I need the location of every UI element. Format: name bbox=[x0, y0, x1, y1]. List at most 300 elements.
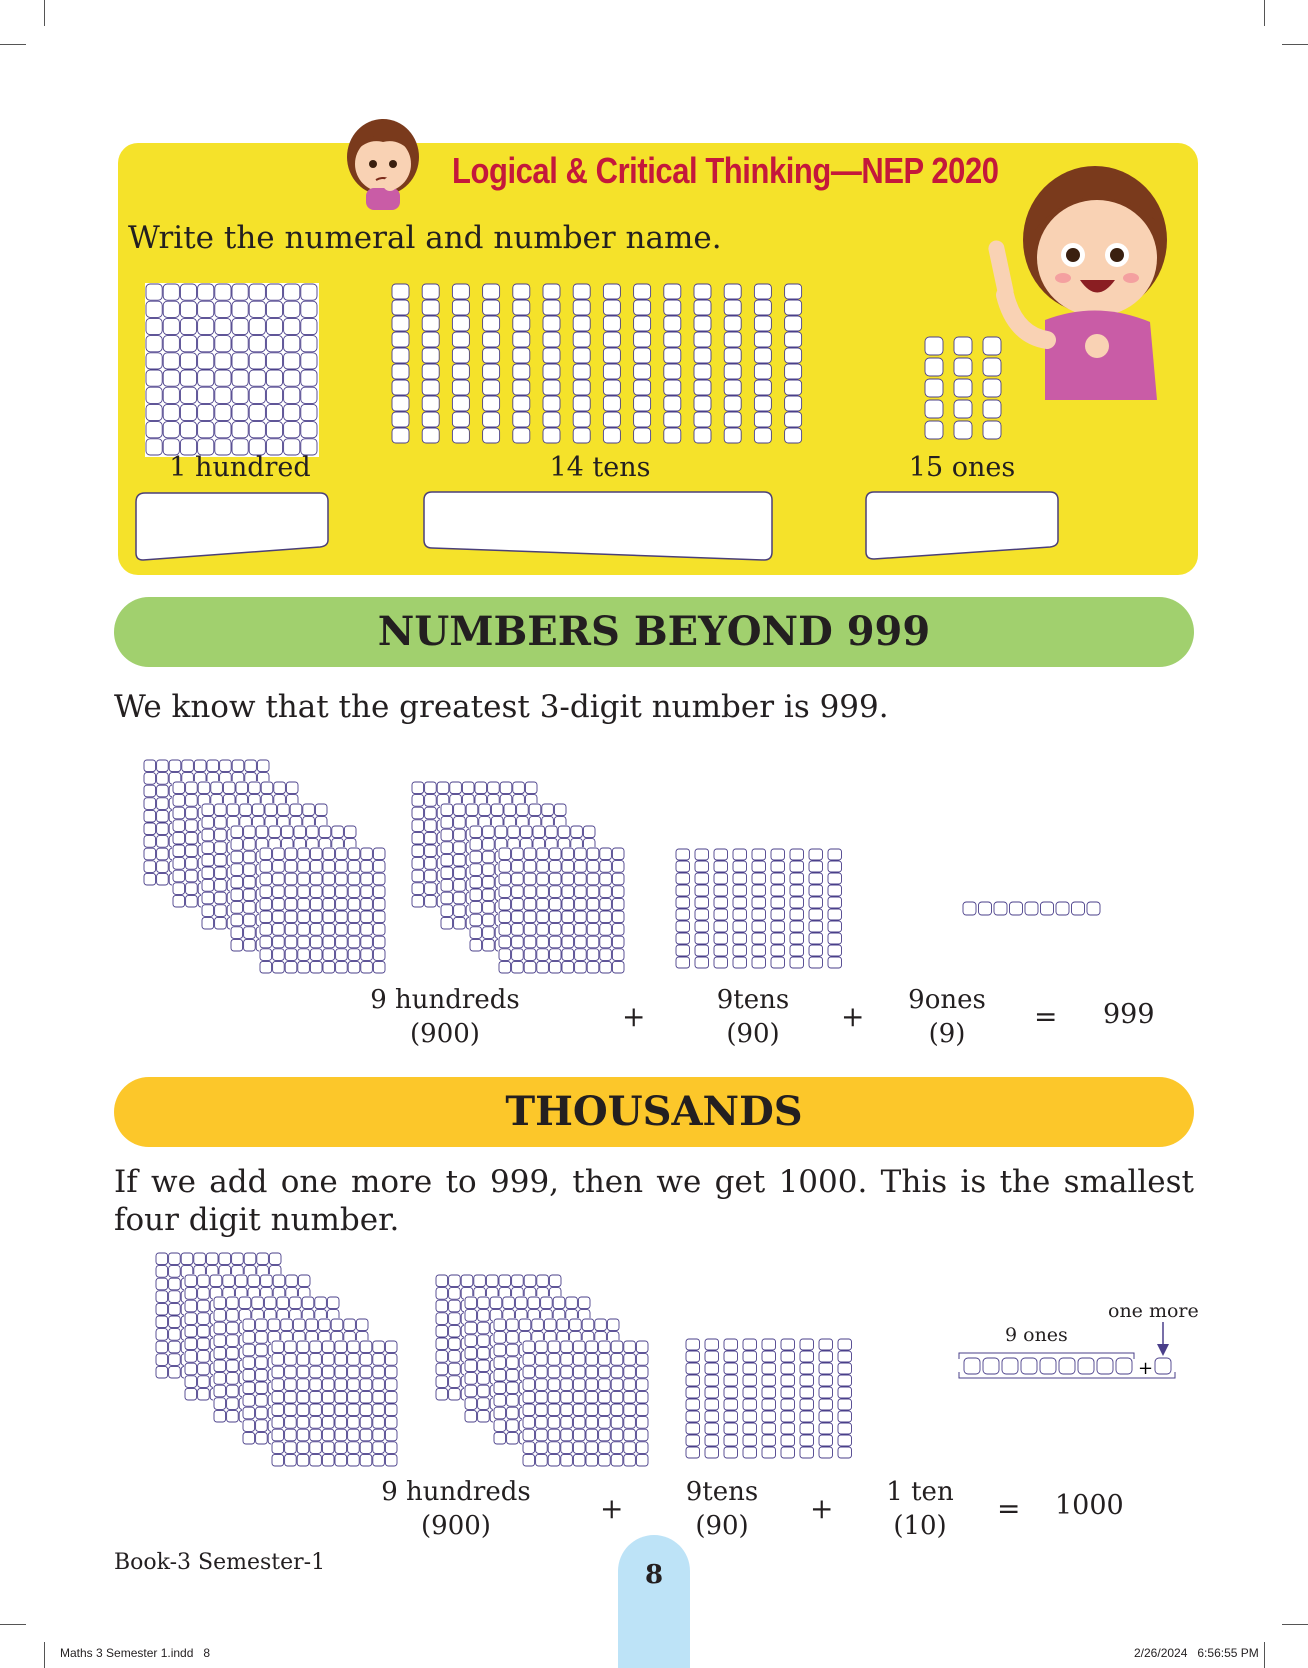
unit-cube bbox=[636, 1417, 648, 1429]
unit-cube bbox=[322, 1429, 334, 1441]
unit-cube bbox=[335, 1417, 347, 1429]
one-more-arrow bbox=[1156, 1322, 1170, 1356]
unit-cube bbox=[181, 1253, 193, 1265]
unit-cube bbox=[268, 1319, 280, 1331]
unit-cube bbox=[169, 1316, 181, 1328]
unit-cube bbox=[310, 1379, 322, 1391]
unit-cube bbox=[385, 1404, 397, 1416]
unit-cube bbox=[285, 1454, 297, 1466]
unit-cube bbox=[503, 1297, 515, 1309]
unit-cube bbox=[360, 1442, 372, 1454]
unit-cube bbox=[373, 1404, 385, 1416]
unit-cube bbox=[198, 1376, 210, 1388]
unit-cube bbox=[256, 1407, 268, 1419]
unit-cube bbox=[194, 1253, 206, 1265]
unit-cube bbox=[232, 1253, 244, 1265]
slug-date: 2/26/2024 6:56:55 PM bbox=[1134, 1646, 1259, 1660]
unit-cube bbox=[494, 1319, 506, 1331]
unit-cube bbox=[214, 1373, 226, 1385]
unit-cube bbox=[156, 1354, 168, 1366]
unit-cube bbox=[297, 1366, 309, 1378]
hundred-flat bbox=[522, 1340, 650, 1468]
unit-cube bbox=[310, 1454, 322, 1466]
unit-cube bbox=[227, 1347, 239, 1359]
unit-cube bbox=[494, 1395, 506, 1407]
unit-cube bbox=[478, 1310, 490, 1322]
unit-cube bbox=[705, 1435, 719, 1446]
unit-cube bbox=[310, 1417, 322, 1429]
unit-cube bbox=[269, 1253, 281, 1265]
unit-cube bbox=[819, 1447, 833, 1458]
unit-cube bbox=[256, 1432, 268, 1444]
unit-cube bbox=[523, 1391, 535, 1403]
unit-cube bbox=[819, 1411, 833, 1422]
slug-file: Maths 3 Semester 1.indd 8 bbox=[60, 1646, 211, 1660]
unit-cube bbox=[624, 1429, 636, 1441]
unit-cube bbox=[360, 1354, 372, 1366]
unit-cube bbox=[449, 1351, 461, 1363]
unit-cube bbox=[214, 1297, 226, 1309]
section-banner-thousands: THOUSANDS bbox=[114, 1077, 1194, 1147]
unit-cube bbox=[781, 1411, 795, 1422]
unit-cube bbox=[310, 1366, 322, 1378]
unit-cube bbox=[1097, 1358, 1113, 1374]
unit-cube bbox=[297, 1442, 309, 1454]
unit-cube bbox=[385, 1341, 397, 1353]
unit-cube bbox=[686, 1399, 700, 1410]
unit-cube bbox=[561, 1404, 573, 1416]
unit-cube bbox=[297, 1354, 309, 1366]
unit-cube bbox=[586, 1454, 598, 1466]
unit-cube bbox=[1155, 1358, 1171, 1374]
unit-cube bbox=[499, 1275, 511, 1287]
unit-cube bbox=[611, 1404, 623, 1416]
label-one-more: one more bbox=[1108, 1300, 1199, 1322]
s2-term2 bbox=[662, 1475, 782, 1543]
unit-cube bbox=[373, 1454, 385, 1466]
unit-cube bbox=[156, 1341, 168, 1353]
unit-cube bbox=[272, 1454, 284, 1466]
unit-cube bbox=[281, 1319, 293, 1331]
unit-cube bbox=[465, 1347, 477, 1359]
unit-cube bbox=[436, 1288, 448, 1300]
unit-cube bbox=[743, 1363, 757, 1374]
unit-cube bbox=[611, 1354, 623, 1366]
unit-cube bbox=[322, 1391, 334, 1403]
unit-cube bbox=[743, 1447, 757, 1458]
unit-cube bbox=[285, 1429, 297, 1441]
s1-term2-value: (90) bbox=[726, 1019, 780, 1049]
unit-cube bbox=[461, 1275, 473, 1287]
unit-cube bbox=[290, 1297, 302, 1309]
unit-cube bbox=[983, 1358, 999, 1374]
unit-cube bbox=[636, 1379, 648, 1391]
unit-cube bbox=[465, 1297, 477, 1309]
unit-cube bbox=[272, 1354, 284, 1366]
section2-text: If we add one more to 999, then we get 1000. This is the smallest four digit number. bbox=[114, 1164, 1194, 1238]
unit-cube bbox=[486, 1275, 498, 1287]
unit-cube bbox=[507, 1395, 519, 1407]
unit-cube bbox=[743, 1375, 757, 1386]
unit-cube bbox=[686, 1447, 700, 1458]
s2-result: 1000 bbox=[1055, 1490, 1124, 1521]
unit-cube bbox=[686, 1411, 700, 1422]
unit-cube bbox=[743, 1423, 757, 1434]
unit-cube bbox=[524, 1275, 536, 1287]
unit-cube bbox=[327, 1297, 339, 1309]
unit-cube bbox=[548, 1442, 560, 1454]
unit-cube bbox=[724, 1375, 738, 1386]
unit-cube bbox=[322, 1341, 334, 1353]
unit-cube bbox=[373, 1354, 385, 1366]
unit-cube bbox=[436, 1338, 448, 1350]
unit-cube bbox=[599, 1454, 611, 1466]
unit-cube bbox=[385, 1429, 397, 1441]
unit-cube bbox=[578, 1297, 590, 1309]
unit-cube bbox=[573, 1391, 585, 1403]
unit-cube bbox=[800, 1351, 814, 1362]
s1-plus-1: + bbox=[622, 1000, 646, 1033]
unit-cube bbox=[169, 1329, 181, 1341]
unit-cube bbox=[561, 1366, 573, 1378]
unit-cube bbox=[494, 1369, 506, 1381]
unit-cube bbox=[244, 1253, 256, 1265]
unit-cube bbox=[322, 1454, 334, 1466]
unit-cube bbox=[436, 1363, 448, 1375]
unit-cube bbox=[436, 1376, 448, 1388]
unit-cube bbox=[185, 1275, 197, 1287]
unit-cube bbox=[310, 1404, 322, 1416]
unit-cube bbox=[548, 1404, 560, 1416]
unit-cube bbox=[686, 1387, 700, 1398]
unit-cube bbox=[198, 1363, 210, 1375]
unit-cube bbox=[436, 1325, 448, 1337]
s1-term3-value: (9) bbox=[928, 1019, 966, 1049]
unit-cube bbox=[306, 1319, 318, 1331]
unit-cube bbox=[705, 1447, 719, 1458]
unit-cube bbox=[227, 1310, 239, 1322]
unit-cube bbox=[310, 1442, 322, 1454]
unit-cube bbox=[214, 1347, 226, 1359]
unit-cube bbox=[507, 1332, 519, 1344]
unit-cube bbox=[465, 1398, 477, 1410]
unit-cube bbox=[536, 1429, 548, 1441]
unit-cube bbox=[523, 1429, 535, 1441]
unit-cube bbox=[297, 1417, 309, 1429]
unit-cube bbox=[272, 1404, 284, 1416]
unit-cube bbox=[573, 1404, 585, 1416]
s2-equals: = bbox=[997, 1492, 1021, 1525]
unit-cube bbox=[549, 1275, 561, 1287]
unit-cube bbox=[185, 1363, 197, 1375]
unit-cube bbox=[319, 1319, 331, 1331]
unit-cube bbox=[348, 1366, 360, 1378]
unit-cube bbox=[360, 1429, 372, 1441]
unit-cube bbox=[286, 1275, 298, 1287]
unit-cube bbox=[297, 1454, 309, 1466]
unit-cube bbox=[573, 1442, 585, 1454]
unit-cube bbox=[322, 1417, 334, 1429]
unit-cube bbox=[599, 1442, 611, 1454]
unit-cube bbox=[762, 1339, 776, 1350]
ten-rod bbox=[724, 1339, 738, 1458]
unit-cube bbox=[465, 1322, 477, 1334]
s2-term3-name: 1 ten bbox=[886, 1477, 954, 1507]
unit-cube bbox=[219, 1253, 231, 1265]
unit-cube bbox=[373, 1417, 385, 1429]
unit-cube bbox=[548, 1366, 560, 1378]
unit-cube bbox=[373, 1379, 385, 1391]
unit-cube bbox=[611, 1417, 623, 1429]
unit-cube bbox=[573, 1417, 585, 1429]
s2-term3-value: (10) bbox=[893, 1511, 947, 1541]
unit-cube bbox=[586, 1404, 598, 1416]
unit-cube bbox=[800, 1375, 814, 1386]
unit-cube bbox=[570, 1319, 582, 1331]
unit-cube bbox=[272, 1417, 284, 1429]
unit-cube bbox=[599, 1391, 611, 1403]
unit-cube bbox=[800, 1435, 814, 1446]
unit-cube bbox=[781, 1351, 795, 1362]
unit-cube bbox=[449, 1376, 461, 1388]
unit-cube bbox=[478, 1297, 490, 1309]
unit-cube bbox=[599, 1379, 611, 1391]
unit-cube bbox=[611, 1442, 623, 1454]
unit-cube bbox=[611, 1391, 623, 1403]
unit-cube bbox=[385, 1366, 397, 1378]
unit-cube bbox=[243, 1369, 255, 1381]
unit-cube bbox=[335, 1429, 347, 1441]
unit-cube bbox=[478, 1335, 490, 1347]
unit-cube bbox=[169, 1354, 181, 1366]
unit-cube bbox=[214, 1322, 226, 1334]
unit-cube bbox=[762, 1411, 776, 1422]
unit-cube bbox=[611, 1429, 623, 1441]
unit-cube bbox=[800, 1411, 814, 1422]
unit-cube bbox=[1040, 1358, 1056, 1374]
unit-cube bbox=[169, 1266, 181, 1278]
s2-term1-value: (900) bbox=[421, 1511, 491, 1541]
unit-cube bbox=[257, 1253, 269, 1265]
unit-cube bbox=[239, 1297, 251, 1309]
unit-cube bbox=[385, 1442, 397, 1454]
unit-cube bbox=[536, 1454, 548, 1466]
unit-cube bbox=[519, 1319, 531, 1331]
unit-cube bbox=[335, 1391, 347, 1403]
unit-cube bbox=[624, 1366, 636, 1378]
unit-cube bbox=[838, 1411, 852, 1422]
unit-cube bbox=[478, 1410, 490, 1422]
unit-cube bbox=[494, 1344, 506, 1356]
unit-cube bbox=[243, 1357, 255, 1369]
label-14-tens: 14 tens bbox=[549, 452, 651, 483]
unit-cube bbox=[297, 1341, 309, 1353]
unit-cube bbox=[285, 1442, 297, 1454]
unit-cube bbox=[561, 1429, 573, 1441]
unit-cube bbox=[561, 1417, 573, 1429]
ten-rod bbox=[743, 1339, 757, 1458]
unit-cube bbox=[743, 1411, 757, 1422]
unit-cube bbox=[800, 1399, 814, 1410]
unit-cube bbox=[385, 1417, 397, 1429]
unit-cube bbox=[781, 1363, 795, 1374]
unit-cube bbox=[686, 1435, 700, 1446]
unit-cube bbox=[636, 1354, 648, 1366]
unit-cube bbox=[360, 1417, 372, 1429]
unit-cube bbox=[1021, 1358, 1037, 1374]
unit-cube bbox=[322, 1404, 334, 1416]
unit-cube bbox=[536, 1404, 548, 1416]
unit-cube bbox=[322, 1366, 334, 1378]
unit-cube bbox=[169, 1341, 181, 1353]
unit-cube bbox=[478, 1385, 490, 1397]
unit-cube bbox=[272, 1341, 284, 1353]
unit-cube bbox=[724, 1399, 738, 1410]
unit-cube bbox=[1116, 1358, 1132, 1374]
s2-plus-1: + bbox=[600, 1492, 624, 1525]
unit-cube bbox=[548, 1429, 560, 1441]
unit-cube bbox=[449, 1275, 461, 1287]
unit-cube bbox=[360, 1366, 372, 1378]
unit-cube bbox=[436, 1313, 448, 1325]
unit-cube bbox=[227, 1398, 239, 1410]
unit-cube bbox=[490, 1297, 502, 1309]
unit-cube bbox=[185, 1300, 197, 1312]
unit-cube bbox=[385, 1391, 397, 1403]
s2-term2-name: 9tens bbox=[685, 1477, 759, 1507]
unit-cube bbox=[223, 1275, 235, 1287]
unit-cube bbox=[210, 1275, 222, 1287]
unit-cube bbox=[214, 1410, 226, 1422]
unit-cube bbox=[624, 1354, 636, 1366]
unit-cube bbox=[360, 1391, 372, 1403]
unit-cube bbox=[762, 1447, 776, 1458]
unit-cube bbox=[227, 1335, 239, 1347]
unit-cube bbox=[169, 1303, 181, 1315]
hundred-flat bbox=[271, 1340, 399, 1468]
unit-cube bbox=[494, 1432, 506, 1444]
unit-cube bbox=[478, 1373, 490, 1385]
unit-cube bbox=[595, 1319, 607, 1331]
unit-cube bbox=[624, 1404, 636, 1416]
unit-cube bbox=[819, 1351, 833, 1362]
unit-cube bbox=[536, 1417, 548, 1429]
unit-cube bbox=[185, 1288, 197, 1300]
unit-cube bbox=[599, 1341, 611, 1353]
unit-cube bbox=[198, 1275, 210, 1287]
unit-cube bbox=[523, 1454, 535, 1466]
unit-cube bbox=[169, 1278, 181, 1290]
unit-cube bbox=[185, 1376, 197, 1388]
unit-cube bbox=[214, 1398, 226, 1410]
unit-cube bbox=[156, 1266, 168, 1278]
unit-cube bbox=[356, 1319, 368, 1331]
unit-cube bbox=[611, 1341, 623, 1353]
unit-cube bbox=[548, 1354, 560, 1366]
label-9-ones: 9 ones bbox=[1005, 1324, 1068, 1346]
unit-cube bbox=[348, 1354, 360, 1366]
unit-cube bbox=[800, 1387, 814, 1398]
unit-cube bbox=[781, 1399, 795, 1410]
unit-cube bbox=[465, 1385, 477, 1397]
unit-cube bbox=[348, 1417, 360, 1429]
one-more-plus: + bbox=[1138, 1358, 1154, 1379]
unit-cube bbox=[335, 1442, 347, 1454]
s1-term2-name: 9tens bbox=[716, 985, 790, 1015]
unit-cube bbox=[185, 1313, 197, 1325]
unit-cube bbox=[494, 1420, 506, 1432]
unit-cube bbox=[528, 1297, 540, 1309]
unit-cube bbox=[478, 1347, 490, 1359]
unit-cube bbox=[322, 1354, 334, 1366]
unit-cube bbox=[335, 1454, 347, 1466]
unit-cube bbox=[781, 1387, 795, 1398]
unit-cube bbox=[624, 1417, 636, 1429]
unit-cube bbox=[724, 1339, 738, 1350]
unit-cube bbox=[573, 1379, 585, 1391]
s1-equals: = bbox=[1034, 1000, 1058, 1033]
unit-cube bbox=[198, 1388, 210, 1400]
unit-cube bbox=[169, 1253, 181, 1265]
s2-term1-name: 9 hundreds bbox=[381, 1477, 531, 1507]
unit-cube bbox=[762, 1351, 776, 1362]
unit-cube bbox=[243, 1395, 255, 1407]
unit-cube bbox=[285, 1391, 297, 1403]
unit-cube bbox=[373, 1391, 385, 1403]
unit-cube bbox=[256, 1420, 268, 1432]
unit-cube bbox=[256, 1344, 268, 1356]
unit-cube bbox=[611, 1454, 623, 1466]
s1-term1-value: (900) bbox=[410, 1019, 480, 1049]
unit-cube bbox=[819, 1435, 833, 1446]
unit-cube bbox=[515, 1297, 527, 1309]
unit-cube bbox=[348, 1341, 360, 1353]
unit-cube bbox=[277, 1297, 289, 1309]
unit-cube bbox=[256, 1332, 268, 1344]
unit-cube bbox=[586, 1391, 598, 1403]
unit-cube bbox=[185, 1351, 197, 1363]
unit-cube bbox=[310, 1391, 322, 1403]
unit-cube bbox=[494, 1407, 506, 1419]
unit-cube bbox=[507, 1382, 519, 1394]
unit-cube bbox=[507, 1407, 519, 1419]
unit-cube bbox=[636, 1366, 648, 1378]
unit-cube bbox=[243, 1420, 255, 1432]
unit-cube bbox=[335, 1379, 347, 1391]
unit-cube bbox=[636, 1391, 648, 1403]
unit-cube bbox=[494, 1357, 506, 1369]
unit-cube bbox=[256, 1395, 268, 1407]
unit-cube bbox=[586, 1354, 598, 1366]
unit-cube bbox=[494, 1332, 506, 1344]
unit-cube bbox=[297, 1391, 309, 1403]
unit-cube bbox=[800, 1447, 814, 1458]
unit-cube bbox=[331, 1319, 343, 1331]
unit-cube bbox=[705, 1363, 719, 1374]
unit-cube bbox=[636, 1341, 648, 1353]
unit-cube bbox=[624, 1341, 636, 1353]
unit-cube bbox=[548, 1417, 560, 1429]
s1-result: 999 bbox=[1103, 999, 1155, 1030]
unit-cube bbox=[243, 1382, 255, 1394]
unit-cube bbox=[548, 1341, 560, 1353]
unit-cube bbox=[198, 1351, 210, 1363]
unit-cube bbox=[724, 1351, 738, 1362]
unit-cube bbox=[561, 1379, 573, 1391]
unit-cube bbox=[624, 1391, 636, 1403]
unit-cube bbox=[169, 1366, 181, 1378]
unit-cube bbox=[478, 1322, 490, 1334]
